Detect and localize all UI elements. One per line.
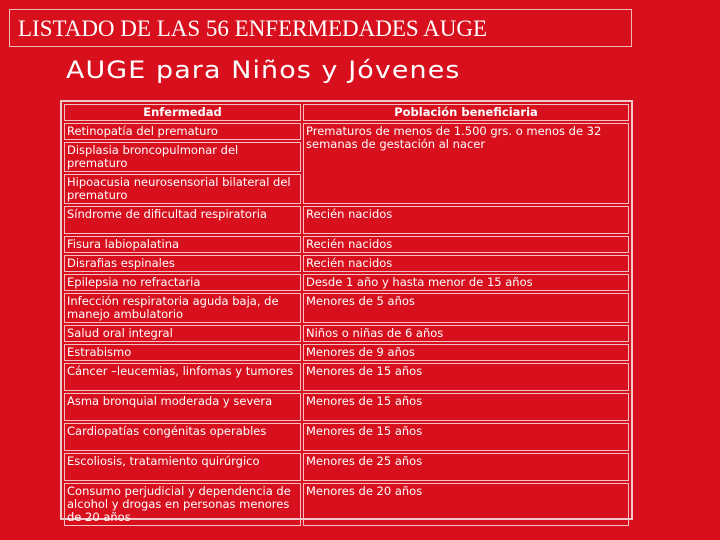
population-cell: Prematuros de menos de 1.500 grs. o menos de 32 semanas de gestación al nacer: [303, 123, 629, 204]
population-cell: Menores de 20 años: [303, 483, 629, 526]
auge-table-container: [60, 100, 633, 524]
column-header-population: Población beneficiaria: [303, 104, 629, 121]
table-row: [64, 325, 629, 342]
disease-cell: Escoliosis, tratamiento quirúrgico: [64, 453, 301, 481]
population-cell: Recién nacidos: [303, 255, 629, 272]
population-cell: Menores de 15 años: [303, 393, 629, 421]
disease-cell: Hipoacusia neurosensorial bilateral del prematuro: [64, 174, 301, 204]
population-cell: Menores de 15 años: [303, 363, 629, 391]
table-row: [64, 363, 629, 391]
population-cell: Recién nacidos: [303, 236, 629, 253]
table-row: [64, 274, 629, 291]
slide-title: LISTADO DE LAS 56 ENFERMEDADES AUGE: [9, 9, 632, 47]
disease-cell: Displasia broncopulmonar del prematuro: [64, 142, 301, 172]
disease-cell: Cardiopatías congénitas operables: [64, 423, 301, 451]
table-row: [64, 293, 629, 323]
disease-cell: Epilepsia no refractaria: [64, 274, 301, 291]
disease-cell: Disrafias espinales: [64, 255, 301, 272]
auge-table: [62, 102, 631, 528]
population-cell: Menores de 9 años: [303, 344, 629, 361]
table-row: [64, 344, 629, 361]
disease-cell: Asma bronquial moderada y severa: [64, 393, 301, 421]
table-row: [64, 393, 629, 421]
column-header-disease: Enfermedad: [64, 104, 301, 121]
disease-cell: Retinopatía del prematuro: [64, 123, 301, 140]
disease-cell: Salud oral integral: [64, 325, 301, 342]
disease-cell: Síndrome de dificultad respiratoria: [64, 206, 301, 234]
table-row: [64, 453, 629, 481]
table-row: [64, 423, 629, 451]
population-cell: Menores de 15 años: [303, 423, 629, 451]
disease-cell: Estrabismo: [64, 344, 301, 361]
disease-cell: Consumo perjudicial y dependencia de alcohol y drogas en personas menores de 20 años: [64, 483, 301, 526]
table-row: [64, 483, 629, 526]
slide-subtitle: AUGE para Niños y Jóvenes: [66, 56, 461, 84]
population-cell: Menores de 5 años: [303, 293, 629, 323]
table-header-row: [64, 104, 629, 121]
disease-cell: Fisura labiopalatina: [64, 236, 301, 253]
population-cell: Menores de 25 años: [303, 453, 629, 481]
population-cell: Niños o niñas de 6 años: [303, 325, 629, 342]
population-cell: Desde 1 año y hasta menor de 15 años: [303, 274, 629, 291]
table-row: [64, 123, 629, 140]
disease-cell: Infección respiratoria aguda baja, de manejo ambulatorio: [64, 293, 301, 323]
table-row: [64, 206, 629, 234]
table-row: [64, 236, 629, 253]
population-cell: Recién nacidos: [303, 206, 629, 234]
table-row: [64, 255, 629, 272]
disease-cell: Cáncer –leucemias, linfomas y tumores: [64, 363, 301, 391]
